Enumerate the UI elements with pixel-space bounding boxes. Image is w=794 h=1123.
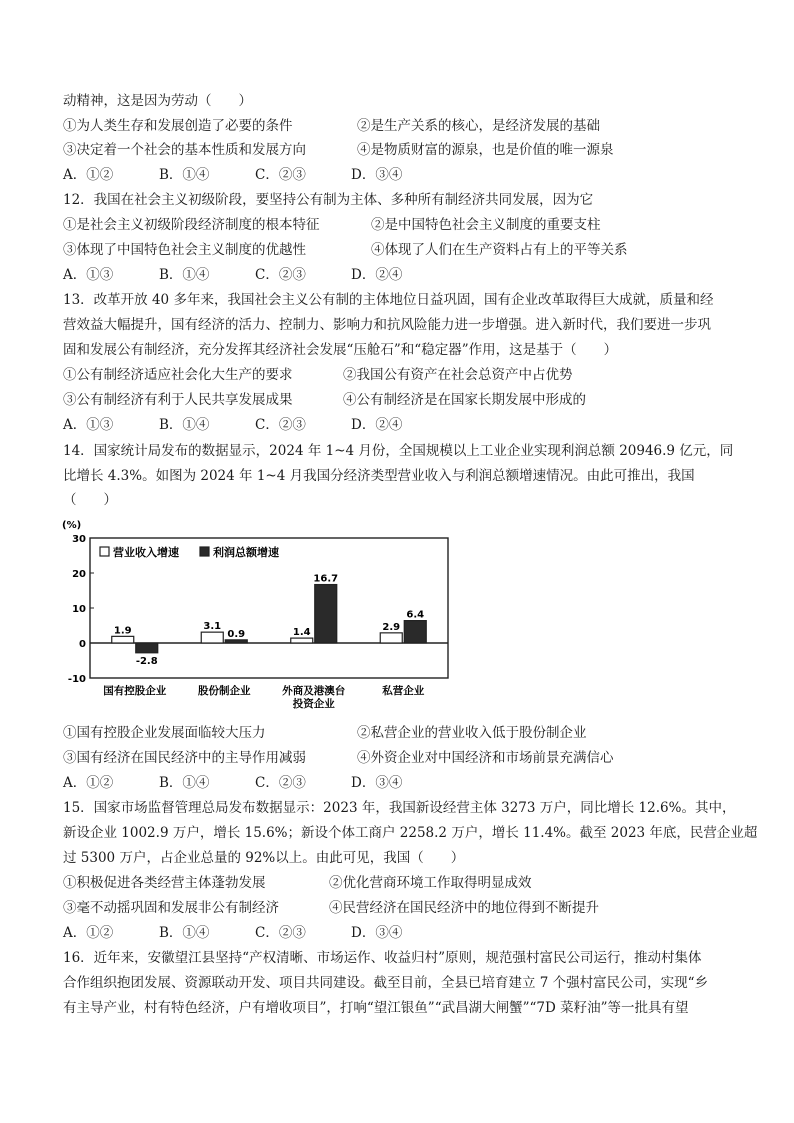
q15-stem-line2: 新设企业 1002.9 万户，增长 15.6%；新设个体工商户 2258.2 万户，增长 11.4%。截至 2023 年底，民营企业超 — [63, 825, 758, 841]
q12-choices — [63, 266, 447, 284]
bar-1-3 — [291, 638, 313, 643]
q11-option-2: ②是生产关系的核心，是经济发展的基础 — [357, 118, 600, 134]
q11-options-row2 — [63, 141, 754, 159]
q11-choice-d[interactable]: D．③④ — [351, 167, 403, 183]
q14-choice-d[interactable]: D．③④ — [351, 775, 403, 791]
q16-stem-line2: 合作组织抱团发展、资源联动开发、项目共同建设。截至目前，全县已培育建立 7 个强村富民公司，实现“乡 — [63, 975, 709, 991]
q12-option-2: ②是中国特色社会主义制度的重要支柱 — [371, 217, 601, 233]
growth-bar-chart — [60, 516, 460, 716]
q15-choice-b[interactable]: B．①④ — [159, 925, 210, 941]
data-label: 1.9 — [113, 625, 132, 637]
q13-options-row2 — [63, 391, 754, 409]
q12-choice-a[interactable]: A．①③ — [63, 267, 114, 283]
q15-stem-line3: 过 5300 万户，占企业总量的 92%以上。由此可见，我国（ ） — [63, 850, 465, 866]
y-tick-label: 20 — [72, 569, 86, 580]
y-tick-label: 0 — [79, 639, 86, 650]
q14-option-2: ②私营企业的营业收入低于股份制企业 — [357, 725, 587, 741]
data-label: 2.9 — [382, 621, 401, 633]
q14-options-row1 — [63, 724, 754, 742]
q15-option-1: ①积极促进各类经营主体蓬勃发展 — [63, 875, 266, 891]
category-label: 国有控股企业 — [103, 685, 167, 697]
q13-stem-line2: 营效益大幅提升，国有经济的活力、控制力、影响力和抗风险能力进一步增强。进入新时代，我们要进一步巩 — [63, 317, 711, 333]
bar-2-1 — [136, 643, 158, 653]
y-tick-label: 30 — [72, 534, 86, 545]
q13-option-3: ③公有制经济有利于人民共享发展成果 — [63, 392, 293, 408]
q11-choices — [63, 166, 447, 184]
data-label: 1.4 — [292, 627, 311, 639]
q15-options-row2 — [63, 899, 754, 917]
data-label: 6.4 — [406, 609, 425, 621]
q13-choice-b[interactable]: B．①④ — [159, 417, 210, 433]
data-label: 0.9 — [227, 628, 246, 640]
q15-option-2: ②优化营商环境工作取得明显成效 — [329, 875, 532, 891]
data-label: -2.8 — [135, 655, 158, 667]
q13-stem-line1: 13．改革开放 40 多年来，我国社会主义公有制的主体地位日益巩固，国有企业改革取得巨大成就，质量和经 — [63, 292, 714, 308]
q14-options-row2 — [63, 749, 754, 767]
category-label: 私营企业 — [382, 685, 425, 697]
legend-swatch-2 — [200, 547, 209, 556]
q12-choice-b[interactable]: B．①④ — [159, 267, 210, 283]
q12-option-3: ③体现了中国特色社会主义制度的优越性 — [63, 242, 306, 258]
q14-option-4: ④外资企业对中国经济和市场前景充满信心 — [357, 750, 614, 766]
q15-choice-c[interactable]: C．②③ — [255, 925, 306, 941]
q13-option-1: ①公有制经济适应社会化大生产的要求 — [63, 367, 293, 383]
q14-choice-c[interactable]: C．②③ — [255, 775, 306, 791]
legend-label-1: 营业收入增速 — [113, 546, 179, 559]
q15-options-row1 — [63, 874, 754, 892]
bar-2-3 — [315, 585, 337, 643]
q11-choice-a[interactable]: A．①② — [63, 167, 114, 183]
q14-choice-a[interactable]: A．①② — [63, 775, 114, 791]
q11-option-1: ①为人类生存和发展创造了必要的条件 — [63, 118, 293, 134]
y-tick-label: -10 — [67, 674, 86, 685]
q14-option-1: ①国有控股企业发展面临较大压力 — [63, 725, 266, 741]
data-label: 16.7 — [313, 573, 339, 585]
q12-choice-c[interactable]: C．②③ — [255, 267, 306, 283]
q12-option-4: ④体现了人们在生产资料占有上的平等关系 — [371, 242, 628, 258]
legend-label-2: 利润总额增速 — [213, 546, 279, 559]
q13-options-row1 — [63, 366, 754, 384]
y-unit-label: (%) — [62, 520, 82, 531]
q15-choice-d[interactable]: D．③④ — [351, 925, 403, 941]
q16-stem-line1: 16．近年来，安徽望江县坚持“产权清晰、市场运作、收益归村”原则，规范强村富民公司运行，推动村集体 — [63, 950, 702, 966]
q16-stem-line3: 有主导产业，村有特色经济，户有增收项目”，打响“望江银鱼”“武昌湖大闸蟹”“7D 菜籽油”等一批具有望 — [63, 1000, 689, 1016]
q15-choice-a[interactable]: A．①② — [63, 925, 114, 941]
q12-options-row2 — [63, 241, 754, 259]
q11-choice-b[interactable]: B．①④ — [159, 167, 210, 183]
category-label: 投资企业 — [292, 698, 335, 710]
bar-1-4 — [380, 633, 402, 643]
y-tick-label: 10 — [72, 604, 86, 615]
q11-choice-c[interactable]: C．②③ — [255, 167, 306, 183]
q15-stem-line1: 15．国家市场监督管理总局发布数据显示：2023 年，我国新设经营主体 3273 万户，同比增长 12.6%。其中， — [63, 800, 736, 816]
q13-choices — [63, 416, 447, 434]
q13-option-2: ②我国公有资产在社会总资产中占优势 — [343, 367, 573, 383]
q14-stem-line3: （ ） — [63, 492, 117, 508]
q11-options-row1 — [63, 117, 754, 135]
q11-option-4: ④是物质财富的源泉，也是价值的唯一源泉 — [357, 142, 614, 158]
q12-options-row1 — [63, 216, 754, 234]
q12-choice-d[interactable]: D．②④ — [351, 267, 403, 283]
q13-choice-d[interactable]: D．②④ — [351, 417, 403, 433]
category-label: 外商及港澳台 — [282, 685, 346, 697]
q12-stem: 12．我国在社会主义初级阶段，要坚持公有制为主体、多种所有制经济共同发展，因为它 — [63, 192, 594, 208]
q15-choices — [63, 924, 447, 942]
bar-2-2 — [225, 640, 247, 643]
bar-1-2 — [201, 632, 223, 643]
q14-stem-line1: 14．国家统计局发布的数据显示，2024 年 1~4 月份，全国规模以上工业企业实现利润总额 20946.9 亿元，同 — [63, 443, 734, 459]
q14-stem-line2: 比增长 4.3%。如图为 2024 年 1~4 月我国分经济类型营业收入与利润总额增速情况。由此可推出，我国 — [63, 468, 695, 484]
q13-choice-a[interactable]: A．①③ — [63, 417, 114, 433]
q11-stem: 动精神，这是因为劳动（ ） — [63, 93, 252, 109]
bar-1-1 — [112, 636, 134, 643]
q11-option-3: ③决定着一个社会的基本性质和发展方向 — [63, 142, 306, 158]
q13-option-4: ④公有制经济是在国家长期发展中形成的 — [343, 392, 586, 408]
q15-option-3: ③毫不动摇巩固和发展非公有制经济 — [63, 900, 279, 916]
q14-choices — [63, 774, 447, 792]
q14-choice-b[interactable]: B．①④ — [159, 775, 210, 791]
q13-stem-line3: 固和发展公有制经济，充分发挥其经济社会发展“压舱石”和“稳定器”作用，这是基于（ ） — [63, 342, 618, 358]
q14-option-3: ③国有经济在国民经济中的主导作用减弱 — [63, 750, 306, 766]
q15-option-4: ④民营经济在国民经济中的地位得到不断提升 — [329, 900, 599, 916]
data-label: 3.1 — [203, 621, 222, 633]
category-label: 股份制企业 — [198, 685, 251, 697]
legend-swatch-1 — [100, 547, 109, 556]
bar-2-4 — [404, 621, 426, 643]
q12-option-1: ①是社会主义初级阶段经济制度的根本特征 — [63, 217, 320, 233]
q13-choice-c[interactable]: C．②③ — [255, 417, 306, 433]
